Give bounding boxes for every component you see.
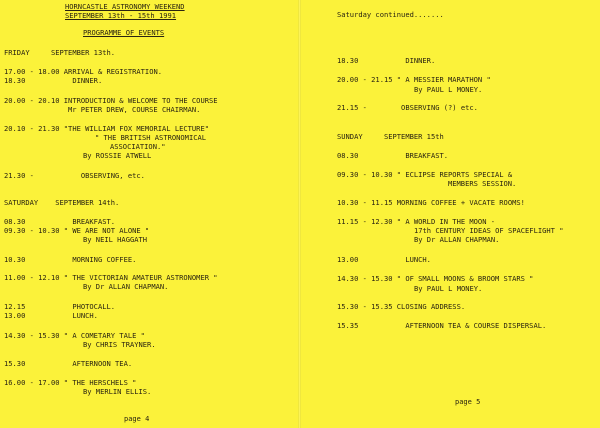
saturday-heading: SATURDAY SEPTEMBER 14th. bbox=[4, 198, 120, 207]
programme-heading: PROGRAMME OF EVENTS bbox=[83, 28, 165, 37]
session-title-line: MEMBERS SESSION. bbox=[448, 179, 517, 188]
schedule-line: 09.30 - 10.30 " WE ARE NOT ALONE " bbox=[4, 226, 150, 235]
schedule-line: 20.10 - 21.30 "THE WILLIAM FOX MEMORIAL LECTURE" bbox=[4, 124, 209, 133]
speaker-line: By Dr ALLAN CHAPMAN. bbox=[414, 235, 500, 244]
schedule-line: 17.00 - 18.00 ARRIVAL & REGISTRATION. bbox=[4, 67, 163, 76]
schedule-line: 20.00 - 20.10 INTRODUCTION & WELCOME TO THE COURSE bbox=[4, 96, 218, 105]
lecture-title-line: ASSOCIATION." bbox=[110, 142, 166, 151]
schedule-line: 09.30 - 10.30 " ECLIPSE REPORTS SPECIAL & bbox=[337, 170, 513, 179]
sunday-heading: SUNDAY SEPTEMBER 15th bbox=[337, 132, 444, 141]
schedule-line: 10.30 - 11.15 MORNING COFFEE + VACATE ROOMS! bbox=[337, 198, 525, 207]
event-dates: SEPTEMBER 13th - 15th 1991 bbox=[65, 11, 177, 20]
schedule-line: 21.30 - OBSERVING, etc. bbox=[4, 171, 145, 180]
schedule-line: 11.15 - 12.30 " A WORLD IN THE MOON - bbox=[337, 217, 496, 226]
lecture-title-line: " THE BRITISH ASTRONOMICAL bbox=[95, 133, 207, 142]
event-title: HORNCASTLE ASTRONOMY WEEKEND bbox=[65, 2, 185, 11]
speaker-line: Mr PETER DREW, COURSE CHAIRMAN. bbox=[68, 105, 201, 114]
speaker-line: By PAUL L MONEY. bbox=[414, 85, 483, 94]
schedule-line: 20.00 - 21.15 " A MESSIER MARATHON " bbox=[337, 75, 491, 84]
schedule-line: 15.30 - 15.35 CLOSING ADDRESS. bbox=[337, 302, 466, 311]
speaker-line: By PAUL L MONEY. bbox=[414, 284, 483, 293]
continued-heading: Saturday continued....... bbox=[337, 10, 444, 19]
session-title-line: 17th CENTURY IDEAS OF SPACEFLIGHT " bbox=[414, 226, 564, 235]
schedule-line: 08.30 BREAKFAST. bbox=[4, 217, 116, 226]
schedule-line: 11.00 - 12.10 " THE VICTORIAN AMATEUR ASTRONOMER " bbox=[4, 273, 218, 282]
schedule-line: 21.15 - OBSERVING (?) etc. bbox=[337, 103, 478, 112]
schedule-line: 12.15 PHOTOCALL. bbox=[4, 302, 116, 311]
schedule-line: 18.30 DINNER. bbox=[337, 56, 436, 65]
speaker-line: By Dr ALLAN CHAPMAN. bbox=[83, 282, 169, 291]
friday-heading: FRIDAY SEPTEMBER 13th. bbox=[4, 48, 116, 57]
schedule-line: 16.00 - 17.00 " THE HERSCHELS " bbox=[4, 378, 137, 387]
schedule-line: 14.30 - 15.30 " OF SMALL MOONS & BROOM STARS " bbox=[337, 274, 534, 283]
schedule-line: 13.00 LUNCH. bbox=[4, 311, 98, 320]
page-number: page 4 bbox=[124, 415, 150, 423]
page-number: page 5 bbox=[455, 398, 481, 406]
right-page bbox=[300, 0, 600, 428]
schedule-line: 13.00 LUNCH. bbox=[337, 255, 431, 264]
schedule-line: 15.35 AFTERNOON TEA & COURSE DISPERSAL. bbox=[337, 321, 547, 330]
speaker-line: By MERLIN ELLIS. bbox=[83, 387, 152, 396]
speaker-line: By ROSSIE ATWELL bbox=[83, 151, 152, 160]
schedule-line: 10.30 MORNING COFFEE. bbox=[4, 255, 137, 264]
speaker-line: By NEIL HAGGATH bbox=[83, 235, 148, 244]
schedule-line: 18.30 DINNER. bbox=[4, 76, 103, 85]
speaker-line: By CHRIS TRAYNER. bbox=[83, 340, 156, 349]
schedule-line: 08.30 BREAKFAST. bbox=[337, 151, 449, 160]
schedule-line: 14.30 - 15.30 " A COMETARY TALE " bbox=[4, 331, 145, 340]
schedule-line: 15.30 AFTERNOON TEA. bbox=[4, 359, 133, 368]
